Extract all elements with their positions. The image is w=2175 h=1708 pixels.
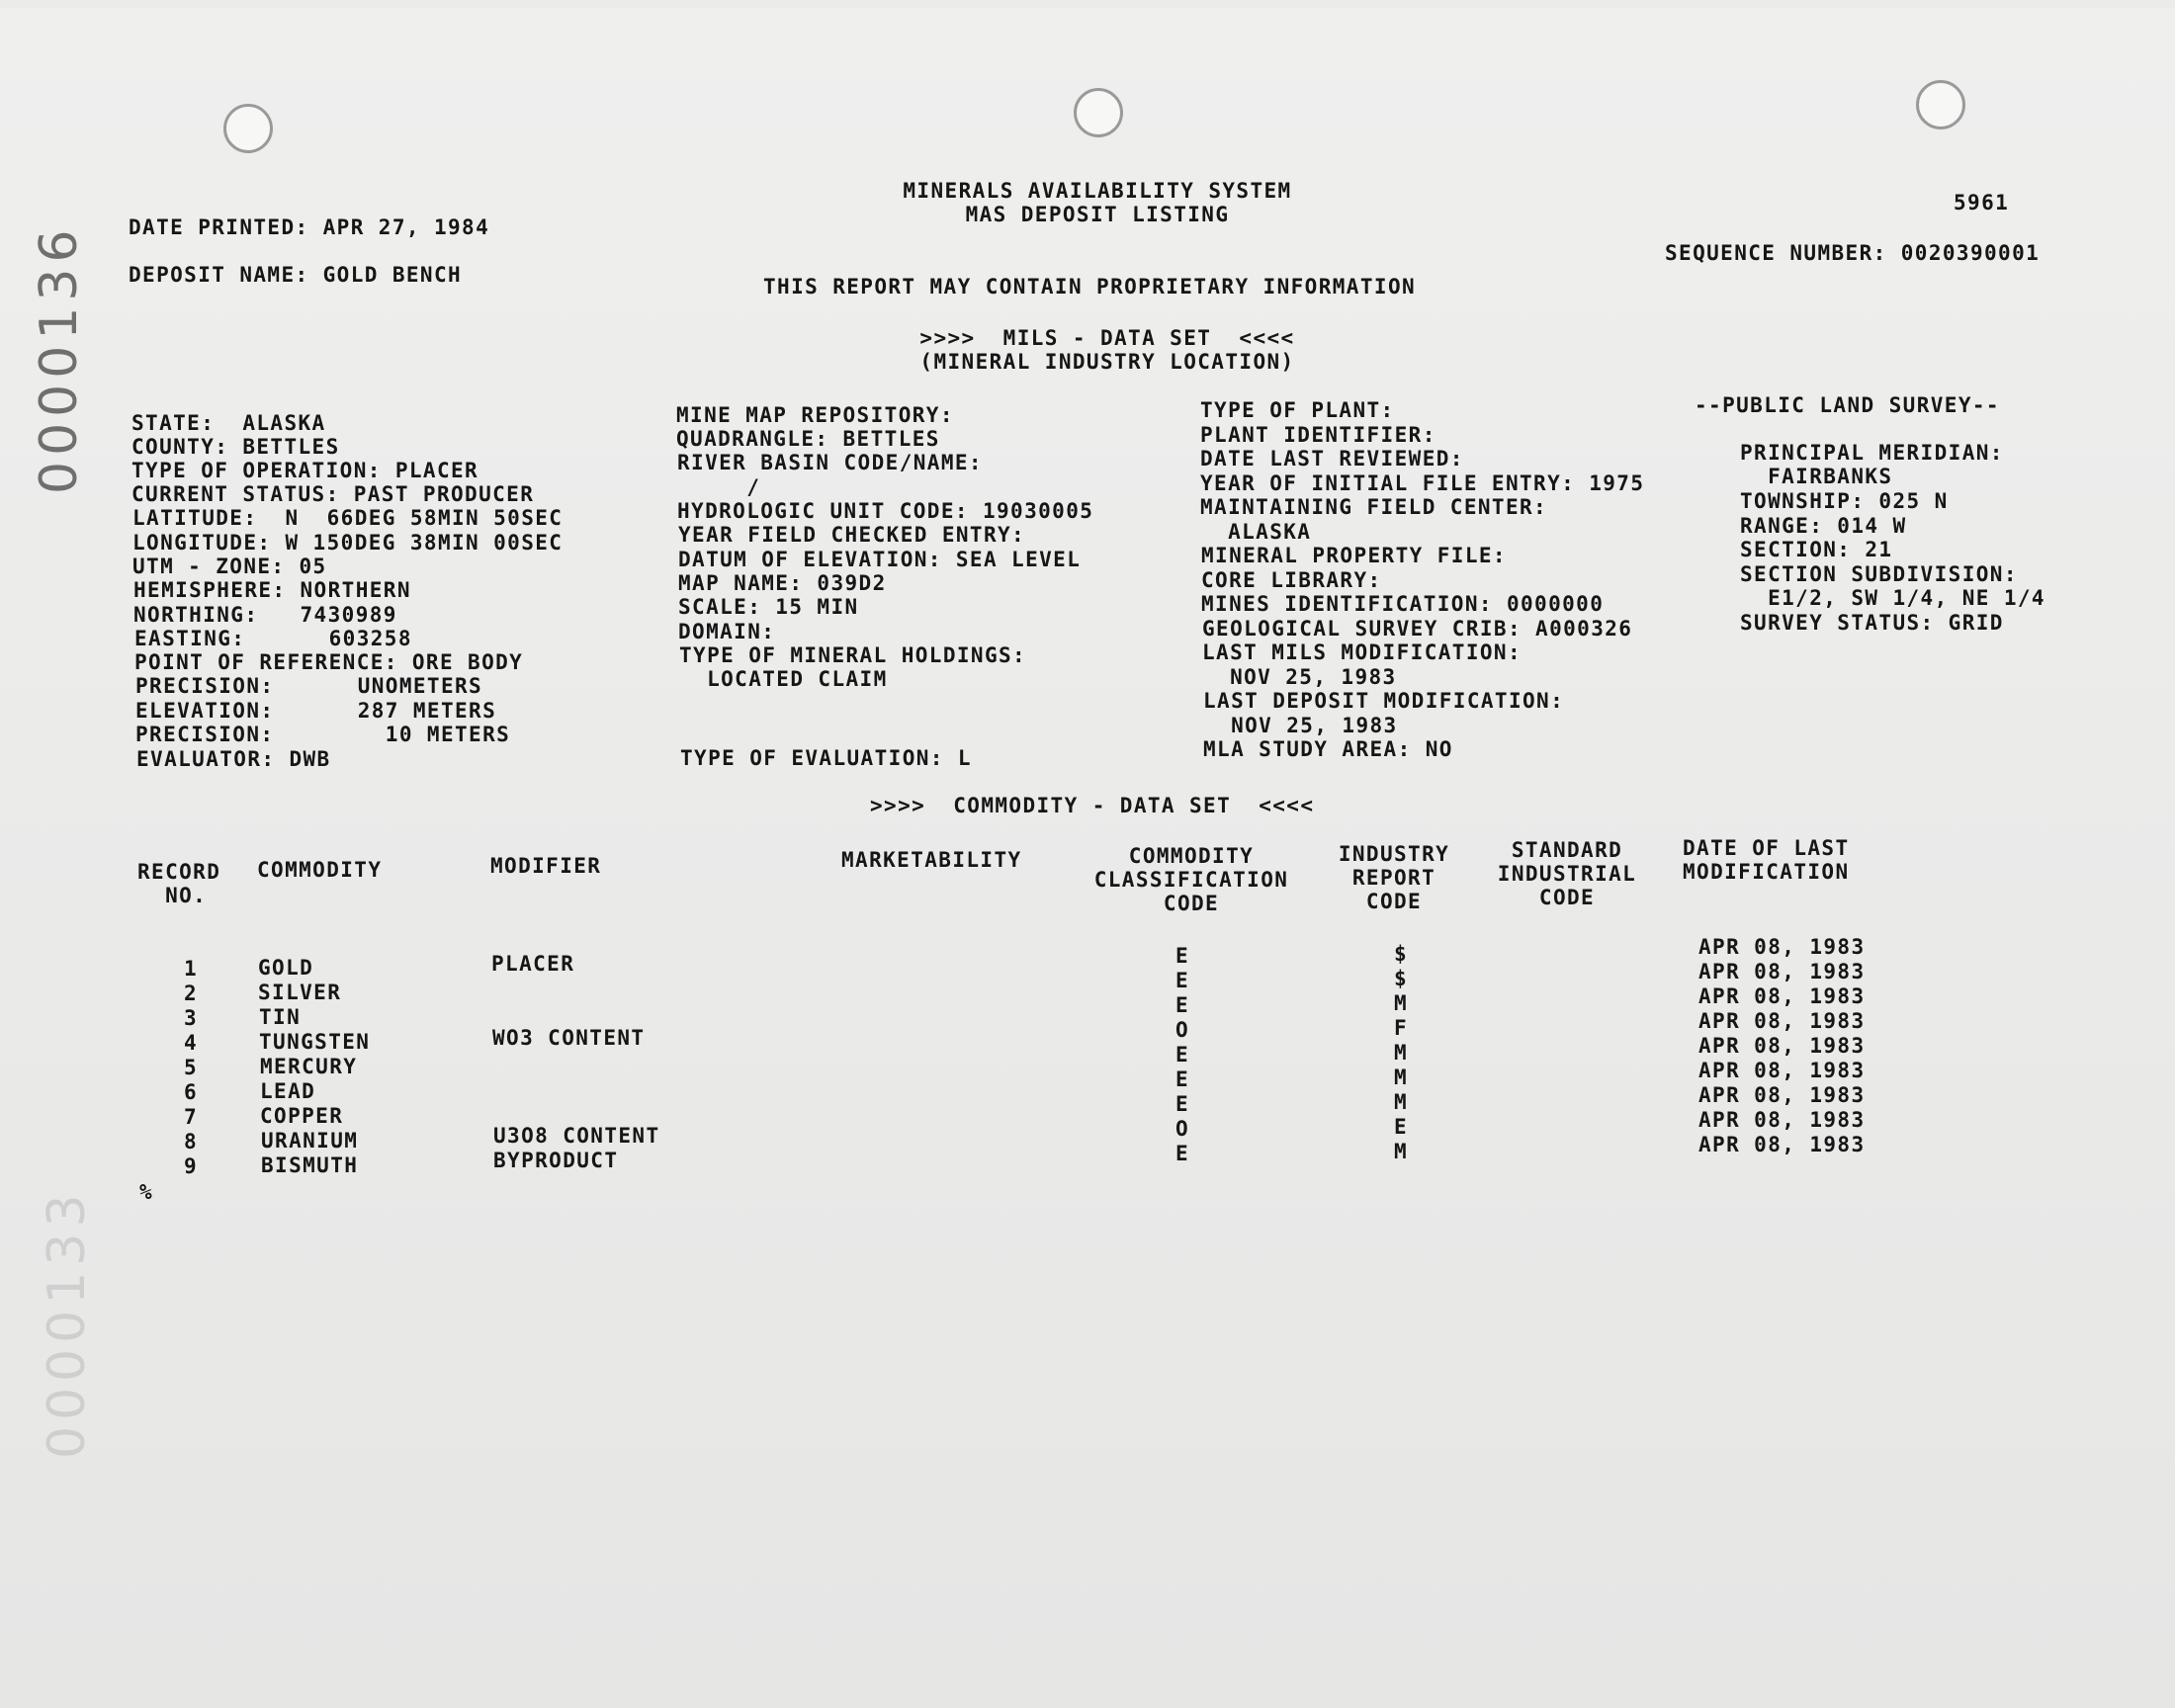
range-line: RANGE: 014 W: [1740, 514, 1907, 538]
hydrologic-unit-line: HYDROLOGIC UNIT CODE: 19030005: [677, 499, 1094, 523]
modification-date: APR 08, 1983: [1698, 935, 1866, 959]
header-date-last-modification: DATE OF LAST MODIFICATION: [1683, 836, 1850, 884]
precision-line: PRECISION: UNOMETERS: [135, 674, 483, 698]
industry-code: M: [1394, 991, 1409, 1015]
modification-date: APR 08, 1983: [1698, 1034, 1866, 1058]
utm-zone-line: UTM - ZONE: 05: [132, 555, 327, 578]
document-page: [0, 8, 2175, 1708]
classification-code: E: [1175, 1092, 1190, 1116]
industry-code: M: [1394, 1066, 1409, 1089]
river-basin-value: /: [677, 475, 761, 499]
section-subdivision-line: SECTION SUBDIVISION:: [1740, 562, 2018, 586]
industry-code: F: [1394, 1016, 1409, 1040]
township-line: TOWNSHIP: 025 N: [1740, 489, 1949, 513]
industry-code: $: [1394, 967, 1409, 990]
classification-code: O: [1175, 1117, 1190, 1141]
record-number: 8: [183, 1130, 198, 1153]
mines-identification-line: MINES IDENTIFICATION: 0000000: [1201, 592, 1605, 616]
side-stamp-top: 0000136: [30, 223, 89, 494]
date-printed: DATE PRINTED: APR 27, 1984: [129, 215, 490, 239]
modification-date: APR 08, 1983: [1698, 1059, 1866, 1082]
survey-crib-line: GEOLOGICAL SURVEY CRIB: A000326: [1202, 617, 1633, 640]
commodity-name: URANIUM: [261, 1129, 359, 1153]
river-basin-line: RIVER BASIN CODE/NAME:: [677, 451, 983, 474]
northing-line: NORTHING: 7430989: [133, 603, 397, 627]
classification-code: E: [1175, 1068, 1190, 1091]
commodity-name: COPPER: [260, 1104, 344, 1128]
map-name-line: MAP NAME: 039D2: [678, 571, 887, 595]
datum-of-elevation-line: DATUM OF ELEVATION: SEA LEVEL: [678, 548, 1082, 571]
record-number: 4: [183, 1031, 198, 1055]
modification-date: APR 08, 1983: [1698, 1108, 1866, 1132]
mineral-holdings-value: LOCATED CLAIM: [679, 667, 888, 691]
state-line: STATE: ALASKA: [131, 411, 326, 435]
deposit-name: DEPOSIT NAME: GOLD BENCH: [129, 263, 463, 287]
record-number: 1: [183, 957, 198, 981]
type-of-evaluation-line: TYPE OF EVALUATION: L: [680, 746, 972, 770]
scale-line: SCALE: 15 MIN: [678, 595, 859, 619]
industry-code: M: [1394, 1140, 1409, 1163]
field-center-line: MAINTAINING FIELD CENTER:: [1200, 495, 1548, 519]
commodity-modifier: U3O8 CONTENT: [493, 1124, 660, 1148]
sequence-number: SEQUENCE NUMBER: 0020390001: [1665, 241, 2041, 265]
last-deposit-modification-line: LAST DEPOSIT MODIFICATION:: [1203, 689, 1565, 713]
elevation-line: ELEVATION: 287 METERS: [135, 699, 497, 723]
type-of-plant-line: TYPE OF PLANT:: [1200, 398, 1395, 422]
commodity-title: >>>> COMMODITY - DATA SET <<<<: [870, 794, 1315, 817]
land-survey-title: --PUBLIC LAND SURVEY--: [1695, 393, 2000, 417]
header-record-no: RECORD NO.: [137, 860, 221, 907]
section-subdivision-value: E1/2, SW 1/4, NE 1/4: [1740, 586, 2045, 610]
classification-code: E: [1175, 1043, 1190, 1067]
operation-type-line: TYPE OF OPERATION: PLACER: [131, 459, 479, 482]
side-stamp-bottom: 0000133: [38, 1188, 97, 1459]
domain-line: DOMAIN:: [678, 620, 776, 643]
easting-line: EASTING: 603258: [134, 627, 412, 650]
plant-identifier-line: PLANT IDENTIFIER:: [1200, 423, 1436, 447]
commodity-name: LEAD: [260, 1079, 316, 1103]
proprietary-notice: THIS REPORT MAY CONTAIN PROPRIETARY INFORMATION: [763, 275, 1417, 299]
last-deposit-modification-value: NOV 25, 1983: [1203, 714, 1398, 737]
commodity-name: GOLD: [258, 956, 314, 980]
quadrangle-line: QUADRANGLE: BETTLES: [676, 427, 940, 451]
industry-code: M: [1394, 1090, 1409, 1114]
header-modifier: MODIFIER: [490, 854, 602, 878]
punch-hole-left: [223, 104, 273, 153]
year-initial-entry-line: YEAR OF INITIAL FILE ENTRY: 1975: [1200, 471, 1645, 495]
modification-date: APR 08, 1983: [1698, 984, 1866, 1008]
precision-meters-line: PRECISION: 10 METERS: [135, 723, 511, 746]
last-mils-modification-line: LAST MILS MODIFICATION:: [1202, 640, 1522, 664]
page-number: 5961: [1954, 191, 2010, 214]
punch-hole-right: [1916, 80, 1965, 129]
date-last-reviewed-line: DATE LAST REVIEWED:: [1200, 447, 1464, 470]
survey-status-line: SURVEY STATUS: GRID: [1740, 611, 2004, 635]
end-of-report-mark: %: [139, 1180, 154, 1204]
header-commodity: COMMODITY: [257, 858, 383, 882]
commodity-name: MERCURY: [260, 1055, 358, 1078]
record-number: 9: [183, 1154, 198, 1178]
commodity-modifier: BYPRODUCT: [493, 1149, 619, 1172]
field-center-value: ALASKA: [1200, 520, 1312, 544]
header-classification-code: COMMODITY CLASSIFICATION CODE: [1093, 844, 1289, 915]
classification-code: E: [1175, 993, 1190, 1017]
core-library-line: CORE LIBRARY:: [1201, 568, 1382, 592]
mils-subtitle: (MINERAL INDUSTRY LOCATION): [919, 350, 1295, 374]
mineral-holdings-line: TYPE OF MINERAL HOLDINGS:: [679, 643, 1027, 667]
header-standard-industrial-code: STANDARD INDUSTRIAL CODE: [1497, 838, 1637, 909]
industry-code: $: [1394, 942, 1409, 966]
classification-code: E: [1175, 944, 1190, 968]
evaluator-line: EVALUATOR: DWB: [136, 747, 331, 771]
latitude-line: LATITUDE: N 66DEG 58MIN 50SEC: [132, 506, 564, 530]
record-number: 5: [183, 1056, 198, 1079]
modification-date: APR 08, 1983: [1698, 1133, 1866, 1156]
classification-code: E: [1175, 1142, 1190, 1165]
commodity-modifier: WO3 CONTENT: [492, 1026, 646, 1050]
industry-code: E: [1394, 1115, 1409, 1139]
commodity-name: TIN: [259, 1005, 302, 1029]
point-of-reference-line: POINT OF REFERENCE: ORE BODY: [134, 650, 524, 674]
principal-meridian-value: FAIRBANKS: [1740, 465, 1893, 488]
year-field-checked-line: YEAR FIELD CHECKED ENTRY:: [678, 523, 1026, 547]
current-status-line: CURRENT STATUS: PAST PRODUCER: [131, 482, 535, 506]
commodity-name: TUNGSTEN: [259, 1030, 371, 1054]
record-number: 3: [183, 1006, 198, 1030]
punch-hole-center: [1074, 88, 1123, 137]
classification-code: O: [1175, 1018, 1190, 1042]
modification-date: APR 08, 1983: [1698, 960, 1866, 983]
header-marketability: MARKETABILITY: [841, 848, 1022, 872]
record-number: 6: [183, 1080, 198, 1104]
county-line: COUNTY: BETTLES: [131, 435, 340, 459]
modification-date: APR 08, 1983: [1698, 1083, 1866, 1107]
mils-title: >>>> MILS - DATA SET <<<<: [919, 326, 1295, 350]
commodity-name: BISMUTH: [261, 1153, 359, 1177]
commodity-modifier: PLACER: [491, 952, 575, 976]
classification-code: E: [1175, 969, 1190, 992]
mine-map-repository-line: MINE MAP REPOSITORY:: [676, 403, 954, 427]
industry-code: M: [1394, 1041, 1409, 1065]
hemisphere-line: HEMISPHERE: NORTHERN: [133, 578, 411, 602]
record-number: 2: [183, 982, 198, 1005]
mineral-property-file-line: MINERAL PROPERTY FILE:: [1201, 544, 1507, 567]
mla-study-area-line: MLA STUDY AREA: NO: [1203, 737, 1453, 761]
commodity-name: SILVER: [258, 981, 342, 1004]
listing-title: MAS DEPOSIT LISTING: [965, 203, 1230, 226]
system-title: MINERALS AVAILABILITY SYSTEM: [903, 179, 1292, 203]
longitude-line: LONGITUDE: W 150DEG 38MIN 00SEC: [132, 531, 564, 555]
principal-meridian-line: PRINCIPAL MERIDIAN:: [1740, 441, 2004, 465]
section-line: SECTION: 21: [1740, 538, 1893, 561]
modification-date: APR 08, 1983: [1698, 1009, 1866, 1033]
last-mils-modification-value: NOV 25, 1983: [1202, 665, 1397, 689]
header-industry-report-code: INDUSTRY REPORT CODE: [1338, 842, 1450, 913]
record-number: 7: [183, 1105, 198, 1129]
